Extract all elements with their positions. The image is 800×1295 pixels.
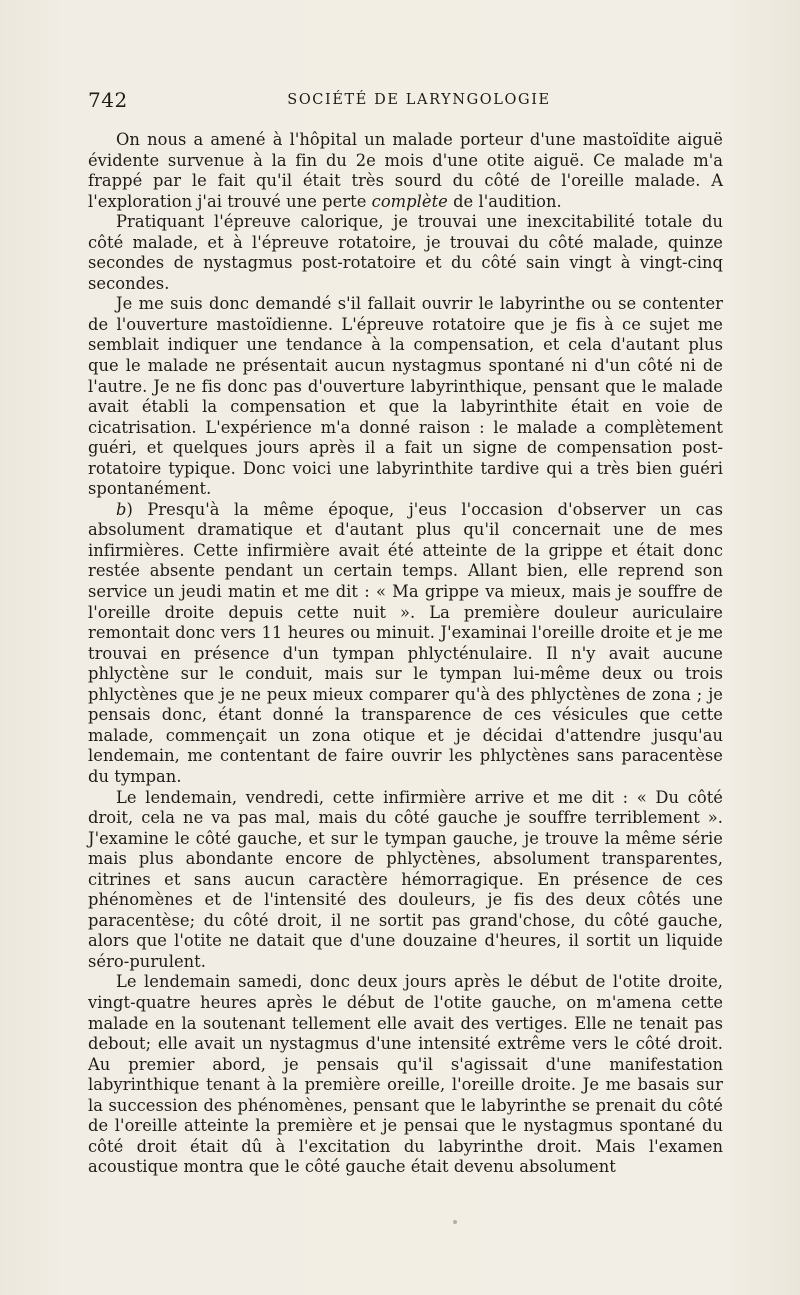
paragraph-6: Le lendemain samedi, donc deux jours après le début de l'otite droite, vingt-quatre heures après le début de l'otite gauche, on m'amena cette malade en la soutenant tellement elle avait des vertiges. Elle ne tenait pas debout; elle avait un nystagmus d'une intensité extrême vers le côté droit. Au premier abord, je pensais qu'il s'agissait d'une manifestation labyrinthique tenant à la première oreille, l'oreille droite. Je me basais sur la succession des phénomènes, pensant que le labyrinthe se prenait du côté de l'oreille atteinte la première et je pensai que le nystagmus spontané du côté droit était dû à l'excitation du labyrinthe droit. Mais l'examen acoustique montra que le côté gauche était devenu absolument: [88, 972, 723, 1177]
paragraph-1: [88, 130, 723, 212]
paragraph-4-text: ) Presqu'à la même époque, j'eus l'occasion d'observer un cas absolument dramatique et d'autant plus qu'il concernait une de mes infirmières. Cette infirmière avait été atteinte de la grippe et était donc restée absente pendant un certain temps. Allant bien, elle reprend son service un jeudi matin et me dit : « Ma grippe va mieux, mais je souffre de l'oreille droite depuis cette nuit ». La première douleur auriculaire remontait donc vers 11 heures ou minuit. J'examinai l'oreille droite et je me trouvai en présence d'un tympan phlycténulaire. Il n'y avait aucune phlyctène sur le conduit, mais sur le tympan lui-même deux ou trois phlyctènes que je ne peux mieux comparer qu'à des phlyctènes de zona ; je pensais donc, étant donné la transparence de ces vésicules que cette malade, commençait un zona otique et je décidai d'attendre jusqu'au lendemain, me contentant de faire ouvrir les phlyctènes sans paracentèse du tympan.: [88, 499, 723, 786]
running-title: SOCIÉTÉ DE LARYNGOLOGIE: [287, 92, 551, 108]
paragraph-4: [88, 500, 723, 788]
paragraph-1-end: de l'audition.: [447, 191, 562, 211]
emphasis-complete: complète: [371, 191, 448, 211]
page-header: [88, 88, 720, 118]
page-number: 742: [88, 88, 128, 112]
paragraph-5: Le lendemain, vendredi, cette infirmière arrive et me dit : « Du côté droit, cela ne va pas mal, mais du côté gauche je souffre terriblement ». J'examine le côté gauche, et sur le tympan gauche, je trouve la même série mais plus abondante encore de phlyctènes, absolument transparentes, citrines et sans aucun caractère hémorragique. En présence de ces phénomènes et de l'intensité des douleurs, je fis des deux côtés une paracentèse; du côté droit, il ne sortit pas grand'chose, du côté gauche, alors que l'otite ne datait que d'une douzaine d'heures, il sortit un liquide séro-purulent.: [88, 787, 723, 971]
paragraph-1-text: On nous a amené à l'hôpital un malade porteur d'une mastoïdite aiguë évidente survenue à la fin du 2e mois d'une otite aiguë. Ce malade m'a frappé par le fait qu'il était très sourd du côté de l'oreille malade. A l'exploration j'ai trouvé une perte: [88, 130, 723, 211]
section-label-b: b: [116, 499, 127, 519]
paper-speck: [453, 1220, 457, 1224]
article-body: [88, 130, 723, 1178]
paragraph-2: Pratiquant l'épreuve calorique, je trouvai une inexcitabilité totale du côté malade, et à l'épreuve rotatoire, je trouvai du côté malade, quinze secondes de nystagmus post-rotatoire et du côté sain vingt à vingt-cinq secondes.: [88, 212, 723, 293]
paragraph-3: Je me suis donc demandé s'il fallait ouvrir le labyrinthe ou se contenter de l'ouverture mastoïdienne. L'épreuve rotatoire que je fis à ce sujet me semblait indiquer une tendance à la compensation, et cela d'autant plus que le malade ne présentait aucun nystagmus spontané ni d'un côté ni de l'autre. Je ne fis donc pas d'ouverture labyrinthique, pensant que le malade avait établi la compensation et que la labyrinthite était en voie de cicatrisation. L'expérience m'a donné raison : le malade a complètement guéri, et quelques jours après il a fait un signe de compensation post-rotatoire typique. Donc voici une labyrinthite tardive qui a très bien guéri spontanément.: [88, 294, 723, 499]
